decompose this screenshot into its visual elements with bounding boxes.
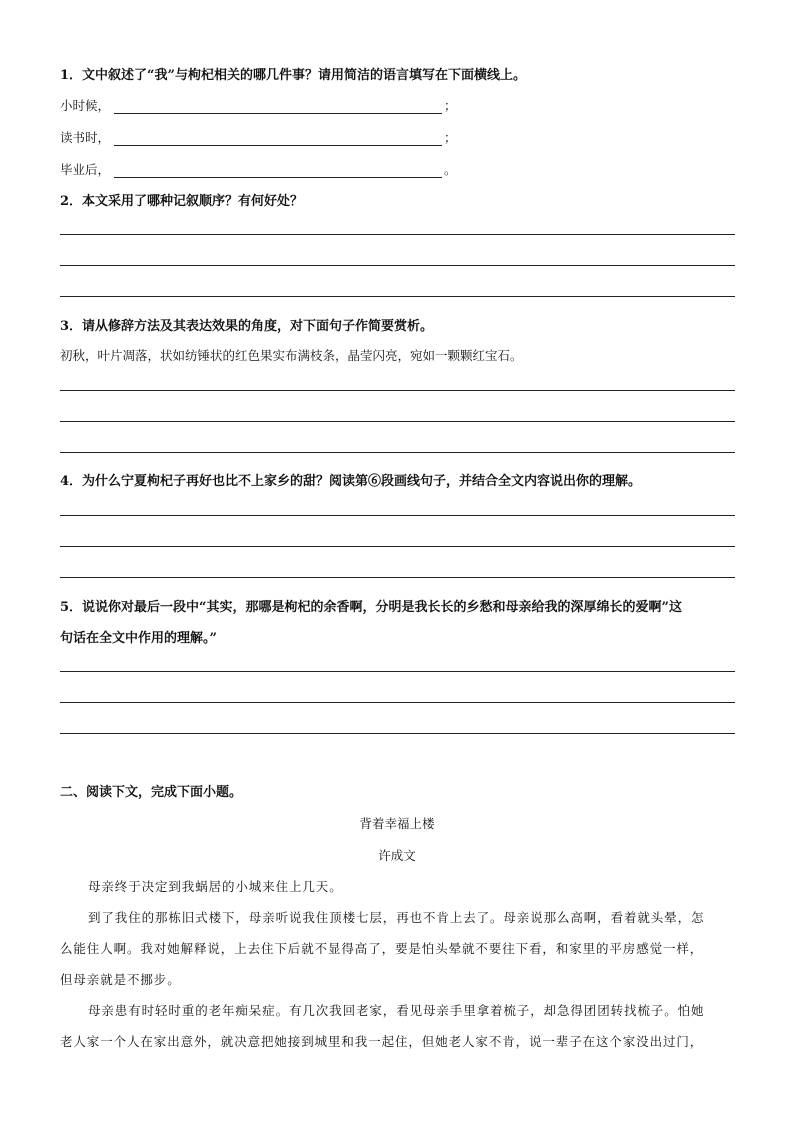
answer-blank[interactable] [114,101,442,114]
article-paragraph-3-line-1: 母亲患有时轻时重的老年痴呆症。有几次我回老家，看见母亲手里拿着梳子，却急得团团转找梳子。怕她 [88,1003,705,1018]
answer-blank[interactable] [114,165,442,178]
question-5-line-2: 句话在全文中作用的理解。” [60,631,217,646]
blank-row-school [60,128,457,146]
blank-end-punct: ； [444,98,457,113]
question-2: 2．本文采用了哪种记叙顺序？有何好处？ [60,194,304,209]
answer-line[interactable] [60,577,735,578]
answer-line[interactable] [60,733,735,734]
blank-row-childhood [60,96,457,114]
question-3-quote: 初秋，叶片凋落，状如纺锤状的红色果实布满枝条，晶莹闪亮，宛如一颗颗红宝石。 [60,348,523,363]
blank-row-graduation [60,160,457,178]
answer-line[interactable] [60,671,735,672]
article-title: 背着幸福上楼 [359,816,435,831]
answer-line[interactable] [60,702,735,703]
question-4: 4．为什么宁夏枸杞子再好也比不上家乡的甜？阅读第⑥段画线句子，并结合全文内容说出你的理解。 [60,474,642,489]
article-paragraph-1: 母亲终于决定到我蜗居的小城来住上几天。 [88,879,343,894]
question-5-line-1: 5．说说你对最后一段中“其实，那哪是枸杞的余香啊，分明是我长长的乡愁和母亲给我的深厚绵长的爱啊”这 [60,600,683,615]
blank-end-punct: 。 [444,162,457,177]
blank-label: 小时候， [60,98,111,113]
article-paragraph-2-line-3: 但母亲就是不挪步。 [60,972,181,987]
article-paragraph-2-line-2: 么能住人啊。我对她解释说，上去住下后就不显得高了，要是怕头晕就不要往下看，和家里的平房感觉一样， [60,941,704,956]
article-paragraph-2-line-1: 到了我住的那栋旧式楼下，母亲听说我住顶楼七层，再也不肯上去了。母亲说那么高啊，看着就头晕，怎 [88,910,705,925]
question-1: 1．文中叙述了“我”与枸杞相关的哪几件事？请用简洁的语言填写在下面横线上。 [60,68,527,83]
answer-line[interactable] [60,515,735,516]
answer-line[interactable] [60,546,735,547]
article-paragraph-3-line-2: 老人家一个人在家出意外，就决意把她接到城里和我一起住，但她老人家不肯，说一辈子在这个家没出过门， [60,1034,704,1049]
answer-line[interactable] [60,452,735,453]
answer-line[interactable] [60,390,735,391]
article-author: 许成文 [378,848,416,863]
answer-line[interactable] [60,296,735,297]
answer-line[interactable] [60,265,735,266]
section-2-heading: 二、阅读下文，完成下面小题。 [60,785,243,800]
answer-line[interactable] [60,234,735,235]
question-3: 3．请从修辞方法及其表达效果的角度，对下面句子作简要赏析。 [60,319,434,334]
answer-line[interactable] [60,421,735,422]
answer-blank[interactable] [114,133,442,146]
blank-label: 读书时， [60,130,111,145]
blank-end-punct: ； [444,130,457,145]
blank-label: 毕业后， [60,162,111,177]
